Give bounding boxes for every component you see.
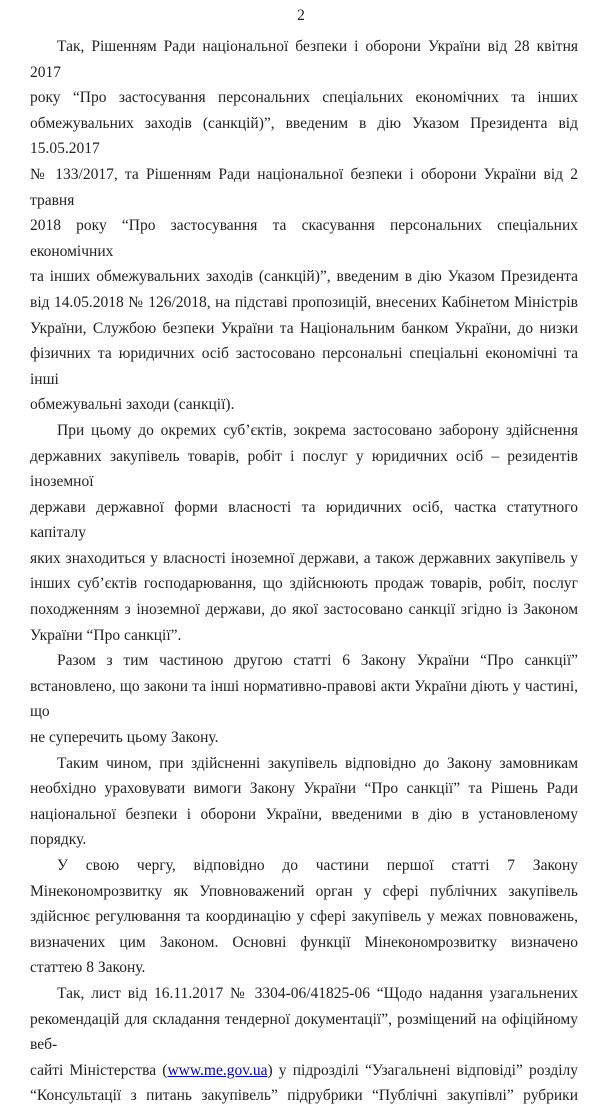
paragraph-law-article6 — [30, 648, 578, 750]
text-line: встановлено, що закони та інші нормативно-правові акти України діють у частині, що — [30, 677, 578, 721]
text-line: інших суб’єктів господарювання, що здійснюють продаж товарів, робіт, послуг — [30, 575, 578, 593]
text-line: державних закупівель товарів, робіт і послуг у юридичних осіб – резидентів іноземної — [30, 447, 578, 491]
text-line: При цьому до окремих суб’єктів, зокрема застосовано заборону здійснення — [57, 421, 578, 439]
link-line-after: ) у підрозділі “Узагальнені відповіді” розділу — [267, 1061, 579, 1079]
text-line: походженням з іноземної держави, до якої застосовано санкції згідно із Законом — [30, 601, 578, 619]
text-line: необхідно ураховувати вимоги Закону України “Про санкції” та Рішень Ради — [30, 780, 578, 798]
text-line: Таким чином, при здійсненні закупівель відповідно до Закону замовникам — [57, 754, 578, 772]
text-line: № 133/2017, та Рішенням Ради національної безпеки і оборони України від 2 травня — [30, 165, 578, 209]
me-gov-link[interactable]: www.me.gov.ua — [167, 1061, 268, 1079]
text-line: від 14.05.2018 № 126/2018, на підставі пропозицій, внесених Кабінетом Міністрів — [30, 293, 578, 311]
text-line: Так, Рішенням Ради національної безпеки і оборони України від 28 квітня 2017 — [30, 38, 578, 81]
text-line: України “Про санкції”. — [30, 626, 182, 644]
page-number: 2 — [297, 7, 305, 24]
text-line: держави державної форми власності та юридичних осіб, частка статутного капіталу — [30, 498, 578, 542]
text-line: статтею 8 Закону. — [30, 959, 146, 977]
text-line: обмежувальні заходи (санкції). — [30, 396, 235, 414]
paragraph-letter-recommendations — [30, 981, 578, 1109]
text-line: визначених цим Законом. Основні функції Мінекономрозвитку визначено — [30, 933, 578, 951]
text-line: здійснює регулювання та координацію у сфері закупівель у межах повноважень, — [30, 908, 578, 926]
text-line: У свою чергу, відповідно до частини першої статті 7 Закону — [57, 857, 578, 874]
paragraph-ministry-authority — [30, 853, 578, 981]
text-line: Разом з тим частиною другою статті 6 Закону України “Про санкції” — [57, 652, 578, 670]
text-line: не суперечить цьому Закону. — [30, 729, 219, 747]
text-line: обмежувальних заходів (санкцій)”, введеним в дію Указом Президента від 15.05.2017 — [30, 114, 578, 158]
text-line: 2018 року “Про застосування та скасування персональних спеціальних економічних — [30, 217, 578, 260]
text-line: України, Службою безпеки України та Національним банком України, до низки — [30, 319, 578, 337]
text-line: національної безпеки і оборони України, введеними в дію в установленому порядку. — [30, 805, 578, 849]
text-line: Так, лист від 16.11.2017 № 3304-06/41825-06 “Щодо надання узагальнених — [57, 984, 578, 1002]
document-body — [30, 34, 578, 1109]
text-line: яких знаходиться у власності іноземної держави, а також державних закупівель у — [30, 549, 578, 567]
text-line: рекомендацій для складання тендерної документації”, розміщений на офіційному веб- — [30, 1010, 578, 1054]
text-line: та інших обмежувальних заходів (санкцій)”, введеним в дію Указом Президента — [30, 268, 578, 286]
paragraph-conclusion-requirements — [30, 751, 578, 853]
paragraph-sanctions-decisions — [30, 34, 578, 418]
text-line: фізичних та юридичних осіб застосовано персональні спеціальні економічні та інші — [30, 345, 578, 388]
text-line: “Консультації з питань закупівель” підрубрики “Публічні закупівлі” рубрики — [30, 1087, 578, 1105]
text-line: року “Про застосування персональних спеціальних економічних та інших — [30, 89, 578, 107]
link-line-before: сайті Міністерства ( — [30, 1061, 168, 1079]
paragraph-procurement-ban — [30, 418, 578, 648]
text-line: Мінекономрозвитку як Уповноважений орган у сфері публічних закупівель — [30, 882, 578, 900]
text-line-with-link — [30, 1058, 578, 1084]
